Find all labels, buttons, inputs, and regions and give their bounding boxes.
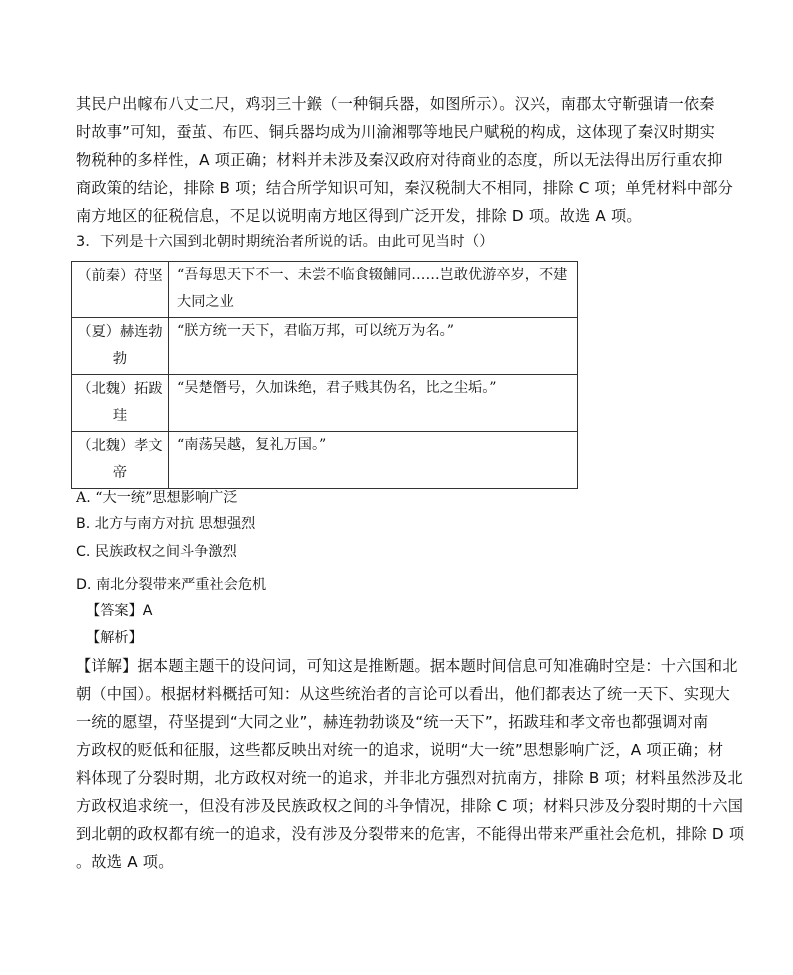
ruler-cell: （北魏）孝文帝 (72, 432, 169, 489)
text-line: 【详解】据本题主题干的设问词，可知这是推断题。据本题时间信息可知准确时空是：十六国和北 (76, 657, 738, 675)
ruler-cell: （北魏）拓跋珪 (72, 375, 169, 432)
option-a: A. “大一统”思想影响广泛 (76, 490, 238, 506)
text-line: 方政权追求统一，但没有涉及民族政权之间的斗争情况，排除 C 项；材料只涉及分裂时期的十六国 (76, 797, 744, 815)
previous-analysis-paragraph (76, 90, 734, 230)
text-line: 一统的愿望，苻坚提到“大同之业”，赫连勃勃谈及“统一天下”，拓跋珪和孝文帝也都强调对南 (76, 713, 709, 731)
option-c: C. 民族政权之间斗争激烈 (76, 544, 237, 560)
answer-label: 【答案】A (86, 603, 153, 619)
text-line: 料体现了分裂时期，北方政权对统一的追求，并非北方强烈对抗南方，排除 B 项；材料虽然涉及北 (76, 769, 743, 787)
ruler-cell: （前秦）苻坚 (72, 262, 169, 318)
question-stem: 3．下列是十六国到北朝时期统治者所说的话。由此可见当时（） (76, 234, 494, 250)
quote-cell: “朕方统一天下，君临万邦，可以统万为名。” (169, 318, 578, 375)
text-line: 物税种的多样性，A 项正确；材料并未涉及秦汉政府对待商业的态度，所以无法得出厉行重农抑 (76, 151, 723, 169)
text-line: 。故选 A 项。 (76, 853, 174, 871)
quote-cell: “南荡吴越，复礼万国。” (169, 432, 578, 489)
table-row (72, 318, 578, 375)
quote-cell: “吴楚僭号，久加诛绝，君子贱其伪名，比之尘垢。” (169, 375, 578, 432)
quotes-table (71, 261, 578, 489)
text-line: 商政策的结论，排除 B 项；结合所学知识可知，秦汉税制大不相同，排除 C 项；单凭材料中部分 (76, 179, 734, 197)
text-line: 朝（中国）。根据材料概括可知：从这些统治者的言论可以看出，他们都表达了统一天下、实现大 (76, 685, 731, 703)
text-line: 到北朝的政权都有统一的追求，没有涉及分裂带来的危害，不能得出带来严重社会危机，排除 D 项 (76, 825, 745, 843)
analysis-label: 【解析】 (86, 630, 143, 646)
table-row (72, 262, 578, 318)
table-row (72, 375, 578, 432)
table-row (72, 432, 578, 489)
text-line: 方政权的贬低和征服，这些都反映出对统一的追求，说明“大一统”思想影响广泛，A 项正确；材 (76, 741, 724, 759)
quote-cell: “吾每思天下不一、未尝不临食辍餔同……岂敢优游卒岁，不建大同之业 (169, 262, 578, 318)
text-line: 南方地区的征税信息，不足以说明南方地区得到广泛开发，排除 D 项。故选 A 项。 (76, 207, 642, 225)
ruler-cell: （夏）赫连勃勃 (72, 318, 169, 375)
option-b: B. 北方与南方对抗 思想强烈 (76, 516, 256, 532)
text-line: 时故事”可知，蚕茧、布匹、铜兵器均成为川渝湘鄂等地民户赋税的构成，这体现了秦汉时期实 (76, 123, 715, 141)
detailed-explanation (76, 652, 745, 876)
option-d: D. 南北分裂带来严重社会危机 (76, 577, 267, 593)
text-line: 其民户出幏布八丈二尺，鸡羽三十鍭（一种铜兵器，如图所示）。汉兴，南郡太守靳强请一依秦 (76, 95, 715, 113)
